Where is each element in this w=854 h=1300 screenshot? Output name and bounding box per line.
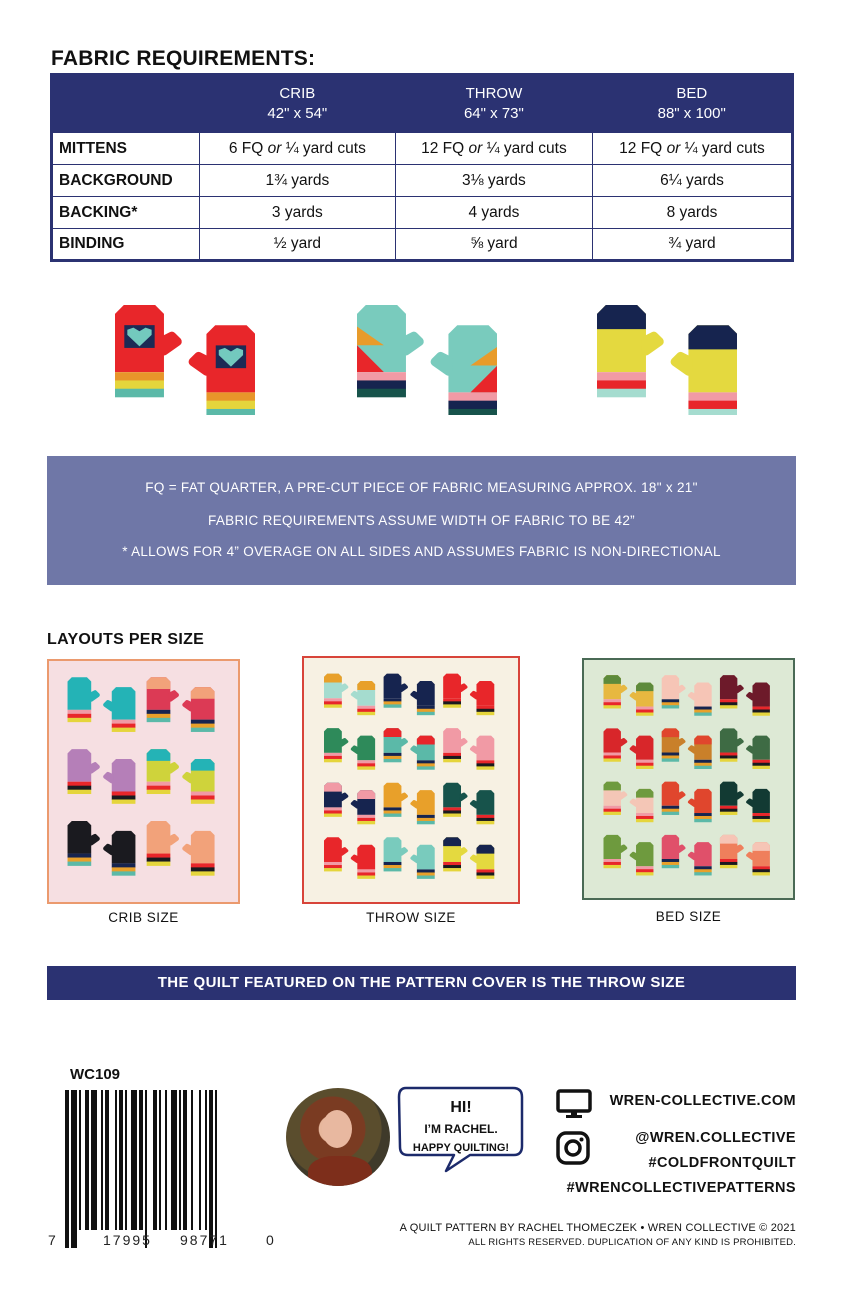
table-cell: 6¼ yards — [592, 165, 792, 197]
table-row — [52, 133, 793, 165]
designer-avatar — [286, 1088, 390, 1186]
copyright-notice: ALL RIGHTS RESERVED. DUPLICATION OF ANY KIND IS PROHIBITED. — [468, 1237, 796, 1248]
throw-size-banner: THE QUILT FEATURED ON THE PATTERN COVER IS THE THROW SIZE — [47, 966, 796, 1000]
hashtag-coldfrontquilt[interactable]: #COLDFRONTQUILT — [648, 1155, 796, 1171]
table-cell: 1¾ yards — [199, 165, 395, 197]
row-label: BACKGROUND — [52, 165, 200, 197]
barcode-digits-left: 17995 — [103, 1232, 152, 1248]
table-cell: 12 FQ or ¼ yard cuts — [592, 133, 792, 165]
row-label: BACKING* — [52, 197, 200, 229]
monitor-icon — [556, 1089, 592, 1119]
table-row — [52, 165, 793, 197]
pattern-sku: WC109 — [70, 1066, 121, 1083]
fabric-requirements-table — [50, 73, 794, 262]
fabric-notes-box — [47, 456, 796, 585]
barcode-digit-last: 0 — [266, 1232, 276, 1248]
width-of-fabric-note: FABRIC REQUIREMENTS ASSUME WIDTH OF FABRIC TO BE 42” — [208, 513, 635, 528]
barcode-digits-right: 98771 — [180, 1232, 229, 1248]
bubble-greeting: HI! — [450, 1099, 472, 1116]
layouts-title: LAYOUTS PER SIZE — [47, 631, 205, 648]
crib-size-label: CRIB SIZE — [108, 910, 179, 925]
yellow-navy-mittens-illustration — [592, 300, 737, 415]
bubble-sign-off: HAPPY QUILTING! — [412, 1142, 510, 1154]
table-row — [52, 197, 793, 229]
table-corner-cell — [52, 75, 200, 133]
table-cell: ½ yard — [199, 229, 395, 261]
column-header-bed: BED 88" x 100" — [592, 75, 792, 133]
website-link[interactable]: WREN-COLLECTIVE.COM — [609, 1093, 796, 1109]
table-cell: 12 FQ or ¼ yard cuts — [395, 133, 592, 165]
column-header-throw: THROW 64" x 73" — [395, 75, 592, 133]
table-cell: ¾ yard — [592, 229, 792, 261]
throw-size-label: THROW SIZE — [366, 910, 456, 925]
table-cell: 4 yards — [395, 197, 592, 229]
fabric-requirements-title: FABRIC REQUIREMENTS: — [51, 47, 316, 70]
instagram-icon — [556, 1131, 590, 1165]
column-header-crib: CRIB 42" x 54" — [199, 75, 395, 133]
barcode-digit-first: 7 — [48, 1232, 58, 1248]
table-cell: 6 FQ or ¼ yard cuts — [199, 133, 395, 165]
table-row — [52, 229, 793, 261]
throw-size-quilt-layout — [302, 656, 520, 904]
instagram-handle[interactable]: @WREN.COLLECTIVE — [635, 1130, 796, 1146]
red-heart-mittens-illustration — [110, 300, 255, 415]
backing-overage-note: * ALLOWS FOR 4” OVERAGE ON ALL SIDES AND ASSUMES FABRIC IS NON-DIRECTIONAL — [122, 544, 721, 559]
row-label: MITTENS — [52, 133, 200, 165]
table-header-row — [52, 75, 793, 133]
crib-size-quilt-layout — [47, 659, 240, 904]
table-cell: 8 yards — [592, 197, 792, 229]
bed-size-label: BED SIZE — [655, 909, 722, 924]
row-label: BINDING — [52, 229, 200, 261]
fat-quarter-note: FQ = FAT QUARTER, A PRE-CUT PIECE OF FABRIC MEASURING APPROX. 18" x 21" — [145, 480, 698, 495]
table-cell: 3 yards — [199, 197, 395, 229]
bed-size-quilt-layout — [582, 658, 795, 900]
table-cell: ⅝ yard — [395, 229, 592, 261]
upc-barcode — [65, 1090, 265, 1248]
bubble-name: I’M RACHEL. — [424, 1122, 498, 1136]
aqua-triangle-mittens-illustration — [352, 300, 497, 415]
pattern-credit: A QUILT PATTERN BY RACHEL THOMECZEK • WREN COLLECTIVE © 2021 — [399, 1222, 796, 1234]
hashtag-wrencollectivepatterns[interactable]: #WRENCOLLECTIVEPATTERNS — [566, 1180, 796, 1196]
table-cell: 3⅛ yards — [395, 165, 592, 197]
